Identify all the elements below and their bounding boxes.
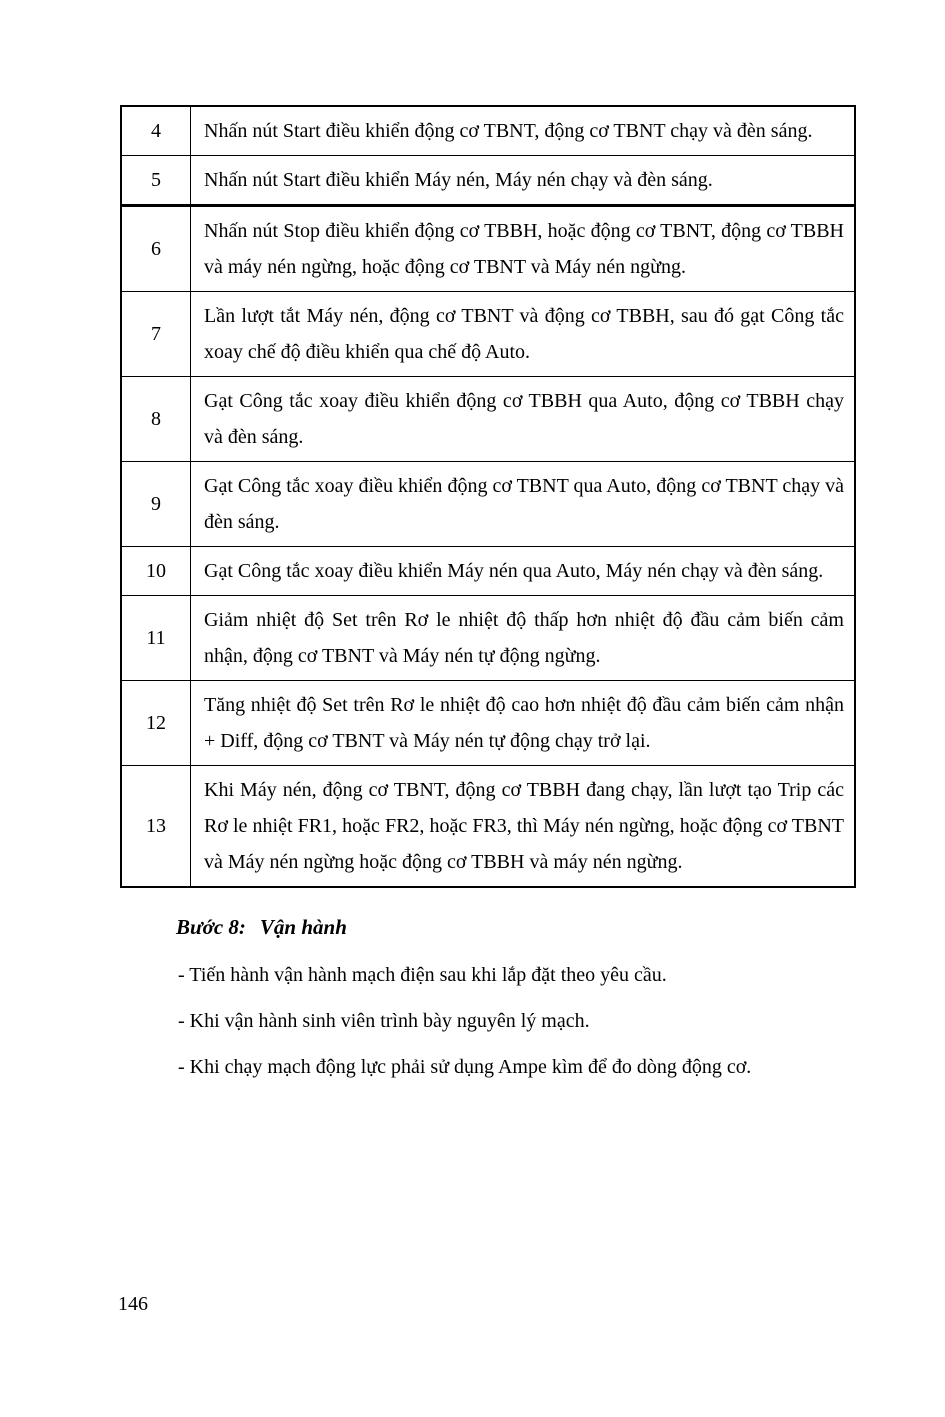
table-row bbox=[121, 596, 855, 681]
step-description: Lần lượt tắt Máy nén, động cơ TBNT và động cơ TBBH, sau đó gạt Công tắc xoay chế độ điều khiển qua chế độ Auto. bbox=[191, 292, 856, 377]
bullet-line: - Khi vận hành sinh viên trình bày nguyên lý mạch. bbox=[178, 1010, 590, 1032]
step-description: Nhấn nút Start điều khiển động cơ TBNT, động cơ TBNT chạy và đèn sáng. bbox=[191, 106, 856, 156]
step-description: Khi Máy nén, động cơ TBNT, động cơ TBBH đang chạy, lần lượt tạo Trip các Rơ le nhiệt FR1, hoặc FR2, hoặc FR3, thì Máy nén ngừng, hoặc động cơ TBNT và Máy nén ngừng hoặc động cơ TBBH và máy nén ngừng. bbox=[191, 766, 856, 888]
table-row bbox=[121, 292, 855, 377]
step-heading bbox=[176, 915, 856, 940]
step-number: 13 bbox=[121, 766, 191, 888]
table-row bbox=[121, 681, 855, 766]
step-label: Bước 8: bbox=[176, 915, 246, 939]
step-number: 7 bbox=[121, 292, 191, 377]
step-description: Gạt Công tắc xoay điều khiển động cơ TBBH qua Auto, động cơ TBBH chạy và đèn sáng. bbox=[191, 377, 856, 462]
step-title: Vận hành bbox=[259, 915, 347, 939]
table-row bbox=[121, 156, 855, 206]
table-row bbox=[121, 106, 855, 156]
step-description: Gạt Công tắc xoay điều khiển Máy nén qua Auto, Máy nén chạy và đèn sáng. bbox=[191, 547, 856, 596]
step-number: 9 bbox=[121, 462, 191, 547]
step-number: 10 bbox=[121, 547, 191, 596]
step-description: Giảm nhiệt độ Set trên Rơ le nhiệt độ thấp hơn nhiệt độ đầu cảm biến cảm nhận, động cơ TBNT và Máy nén tự động ngừng. bbox=[191, 596, 856, 681]
bullet-list bbox=[120, 962, 856, 1081]
step-number: 6 bbox=[121, 206, 191, 292]
table-row bbox=[121, 766, 855, 888]
step-number: 4 bbox=[121, 106, 191, 156]
step-description: Nhấn nút Stop điều khiển động cơ TBBH, hoặc động cơ TBNT, động cơ TBBH và máy nén ngừng, hoặc động cơ TBNT và Máy nén ngừng. bbox=[191, 206, 856, 292]
table-row bbox=[121, 547, 855, 596]
page-number: 146 bbox=[118, 1293, 148, 1315]
bullet-line: - Tiến hành vận hành mạch điện sau khi lắp đặt theo yêu cầu. bbox=[178, 964, 667, 986]
step-description: Tăng nhiệt độ Set trên Rơ le nhiệt độ cao hơn nhiệt độ đầu cảm biến cảm nhận + Diff, động cơ TBNT và Máy nén tự động chạy trở lại. bbox=[191, 681, 856, 766]
step-description: Gạt Công tắc xoay điều khiển động cơ TBNT qua Auto, động cơ TBNT chạy và đèn sáng. bbox=[191, 462, 856, 547]
table-row bbox=[121, 206, 855, 292]
step-number: 11 bbox=[121, 596, 191, 681]
table-row bbox=[121, 377, 855, 462]
step-number: 8 bbox=[121, 377, 191, 462]
step-description: Nhấn nút Start điều khiển Máy nén, Máy nén chạy và đèn sáng. bbox=[191, 156, 856, 206]
step-number: 5 bbox=[121, 156, 191, 206]
step-number: 12 bbox=[121, 681, 191, 766]
steps-table bbox=[120, 105, 856, 888]
table-row bbox=[121, 462, 855, 547]
bullet-line: - Khi chạy mạch động lực phải sử dụng Ampe kìm để đo dòng động cơ. bbox=[178, 1056, 752, 1078]
